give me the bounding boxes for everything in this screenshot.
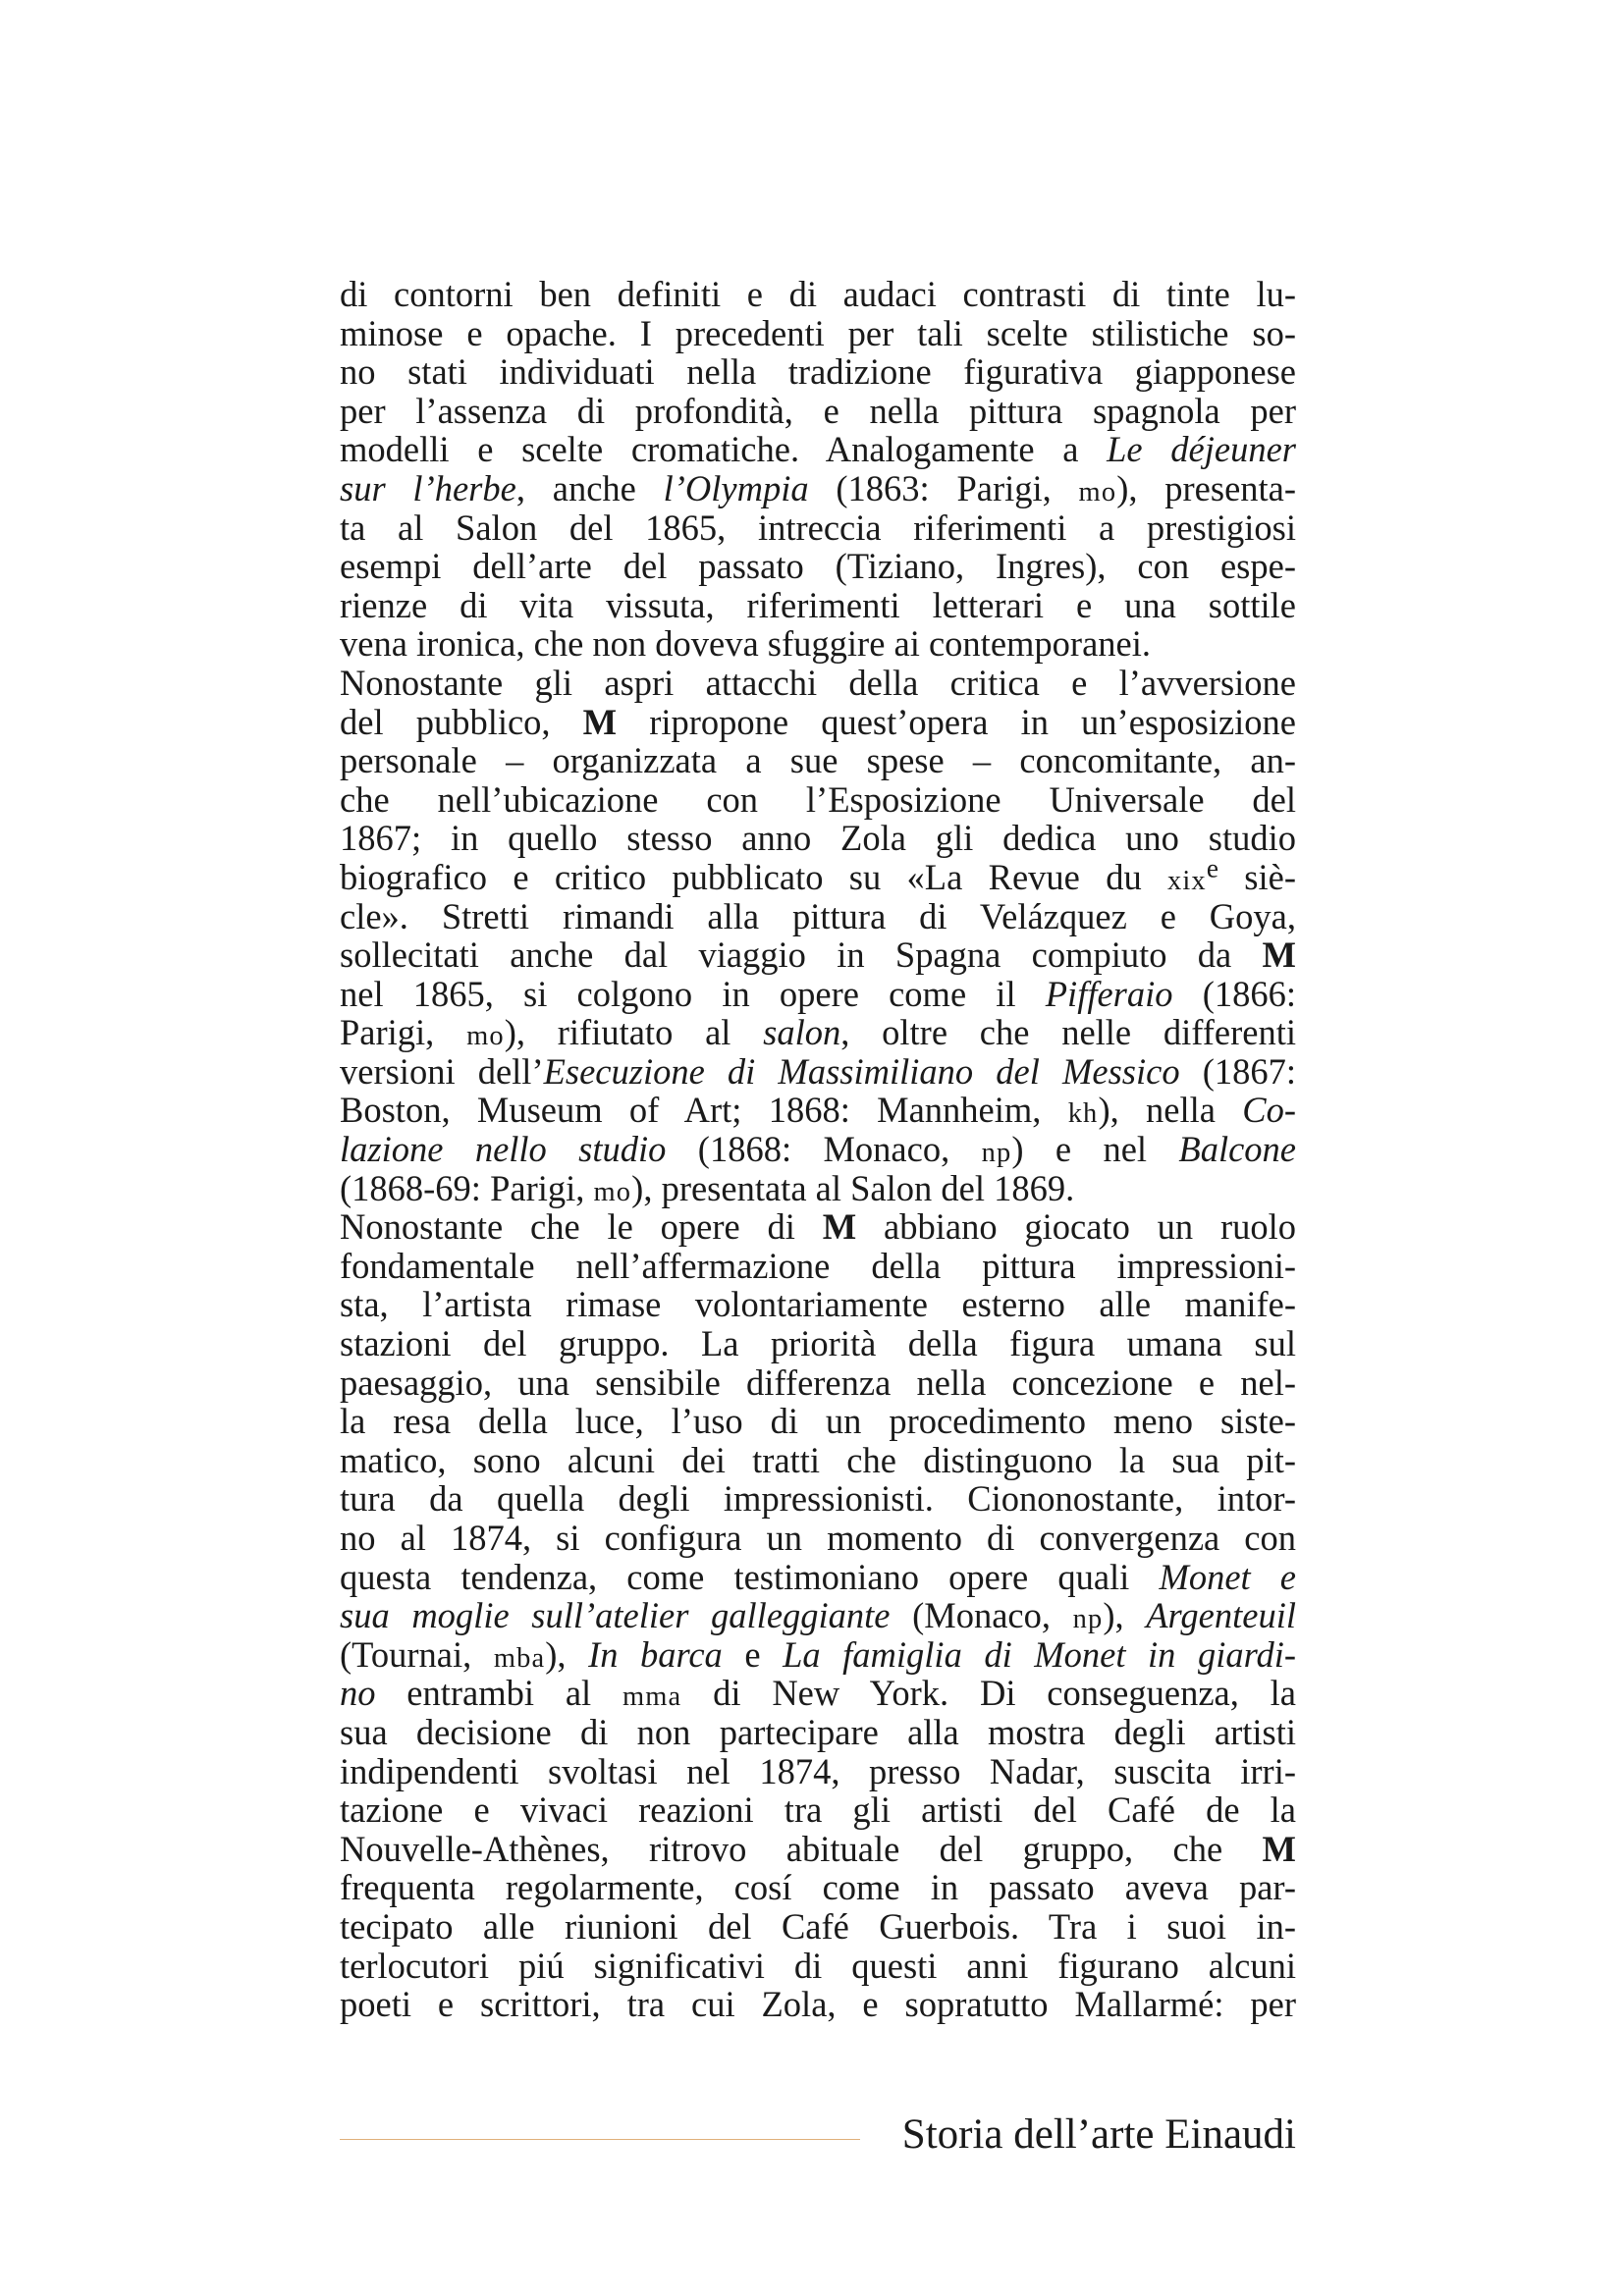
text-run: esempi dell’arte del passato (Tiziano, Ingres), con espe- — [340, 546, 1296, 587]
text-line — [340, 1868, 1296, 1907]
text-run: stazioni del gruppo. La priorità della figura umana sul — [340, 1323, 1296, 1364]
text-run: sua decisione di non partecipare alla mostra degli artisti — [340, 1711, 1296, 1752]
text-run: personale – organizzata a sue spese – concomitante, an- — [340, 740, 1296, 781]
text-run: Co- — [1242, 1090, 1296, 1131]
text-run: (1863: Parigi, — [808, 467, 1079, 508]
text-run: np — [1072, 1604, 1104, 1635]
text-run: sta, l’artista rimase volontariamente esterno alle manife- — [340, 1284, 1296, 1325]
text-run: terlocutori piú significativi di questi anni figurano alcuni — [340, 1945, 1296, 1986]
text-line — [340, 1947, 1296, 1986]
text-run: salon — [763, 1012, 841, 1053]
text-run: Esecuzione di Massimiliano del Messico — [543, 1050, 1180, 1092]
text-run: Nonostante che le opere di — [340, 1206, 823, 1248]
text-run: tecipato alle riunioni del Café Guerbois. Tra i suoi in- — [340, 1905, 1296, 1947]
text-run: , anche — [515, 467, 664, 508]
text-line — [340, 1207, 1296, 1247]
text-run: Nouvelle-Athènes, ritrovo abituale del gruppo, che — [340, 1828, 1263, 1869]
text-run: no al 1874, si configura un momento di convergenza con — [340, 1518, 1296, 1558]
text-line — [340, 1013, 1296, 1052]
text-line — [340, 1635, 1296, 1675]
text-run: sollecitati anche dal viaggio in Spagna compiuto da — [340, 934, 1263, 976]
text-run: indipendenti svoltasi nel 1874, presso Nadar, suscita irri- — [340, 1750, 1296, 1791]
text-line — [340, 1363, 1296, 1403]
text-run: (1868-69: Parigi, — [340, 1167, 594, 1208]
footer-title: Storia dell’arte Einaudi — [901, 2111, 1296, 2158]
text-run: Boston, Museum of Art; 1868: Mannheim, — [340, 1090, 1068, 1131]
text-run: tura da quella degli impressionisti. Ciononostante, intor- — [340, 1478, 1296, 1520]
text-run: mma — [622, 1682, 682, 1713]
text-line — [340, 1091, 1296, 1130]
text-run: M — [1262, 934, 1296, 976]
text-line — [340, 741, 1296, 780]
text-run: ) e nel — [1011, 1129, 1179, 1170]
text-run: nel 1865, si colgono in opere come il — [340, 973, 1046, 1014]
text-line — [340, 1247, 1296, 1286]
text-run: M — [582, 701, 618, 742]
text-line — [340, 1558, 1296, 1597]
text-line — [340, 430, 1296, 469]
text-run: (1867: — [1179, 1050, 1296, 1092]
text-run: l’Olympia — [663, 467, 809, 508]
text-run: per l’assenza di profondità, e nella pittura spagnola per — [340, 390, 1296, 431]
text-line — [340, 1830, 1296, 1869]
text-run: Pifferaio — [1045, 973, 1173, 1014]
body-text — [340, 275, 1296, 2024]
text-run: abbiano giocato un ruolo — [856, 1206, 1296, 1248]
text-run: del pubblico, — [340, 701, 583, 742]
text-run: versioni dell’ — [340, 1050, 544, 1092]
text-run: tazione e vivaci reazioni tra gli artisti del Café de la — [340, 1789, 1296, 1831]
text-run: M — [1262, 1828, 1296, 1869]
text-run: che nell’ubicazione con l’Esposizione Universale del — [340, 778, 1296, 820]
text-run: mba — [493, 1642, 546, 1674]
text-run: entrambi al — [375, 1673, 622, 1714]
text-run: mo — [593, 1176, 632, 1207]
text-run: mo — [466, 1021, 505, 1052]
text-run: matico, sono alcuni dei tratti che distinguono la sua pit- — [340, 1439, 1296, 1480]
text-run: paesaggio, una sensibile differenza nella concezione e nel- — [340, 1362, 1296, 1403]
text-run: cle». Stretti rimandi alla pittura di Velázquez e Goya, — [340, 895, 1296, 936]
text-line — [340, 275, 1296, 314]
text-run: ), presentata al Salon del 1869. — [631, 1167, 1075, 1208]
text-run: biografico e critico pubblicato su «La Revue du — [340, 856, 1168, 897]
text-line — [340, 352, 1296, 392]
text-run: rienze di vita vissuta, riferimenti letterari e una sottile — [340, 584, 1296, 625]
text-run: lazione nello studio — [340, 1129, 667, 1170]
text-line — [340, 469, 1296, 508]
text-run: ), nella — [1098, 1090, 1243, 1131]
text-line — [340, 1441, 1296, 1480]
text-run: poeti e scrittori, tra cui Zola, e sopratutto Mallarmé: per — [340, 1984, 1296, 2025]
text-run: no stati individuati nella tradizione figurativa giapponese — [340, 351, 1296, 393]
text-run: ), — [545, 1633, 589, 1675]
text-line — [340, 975, 1296, 1014]
text-line — [340, 1285, 1296, 1324]
text-run: sur l’herbe — [340, 467, 516, 508]
text-line — [340, 508, 1296, 548]
text-run: ), — [1103, 1595, 1147, 1636]
text-run: fondamentale nell’affermazione della pittura impressioni- — [340, 1245, 1296, 1286]
text-run: vena ironica, che non doveva sfuggire ai contemporanei. — [340, 623, 1151, 665]
text-line — [340, 314, 1296, 353]
text-line — [340, 624, 1296, 664]
text-run: (Monaco, — [890, 1595, 1073, 1636]
text-run: la resa della luce, l’uso di un procedimento meno siste- — [340, 1401, 1296, 1442]
text-line — [340, 1790, 1296, 1830]
text-run: questa tendenza, come testimoniano opere quali — [340, 1556, 1160, 1597]
text-run: , oltre che nelle differenti — [840, 1012, 1296, 1053]
text-line — [340, 1324, 1296, 1363]
text-line — [340, 703, 1296, 742]
text-line — [340, 1596, 1296, 1635]
text-run: Parigi, — [340, 1012, 467, 1053]
text-run: modelli e scelte cromatiche. Analogamente a — [340, 429, 1108, 470]
text-run: (1866: — [1172, 973, 1296, 1014]
text-line — [340, 1130, 1296, 1169]
text-line — [340, 1402, 1296, 1441]
text-run: Argenteuil — [1146, 1595, 1296, 1636]
text-run: Monet e — [1159, 1556, 1297, 1597]
text-run: Balcone — [1178, 1129, 1297, 1170]
text-run: sua moglie sull’atelier galleggiante — [340, 1595, 891, 1636]
text-run: (1868: Monaco, — [666, 1129, 982, 1170]
text-run: Le déjeuner — [1107, 429, 1296, 470]
text-line — [340, 1169, 1296, 1208]
text-run: di New York. Di conseguenza, la — [681, 1673, 1296, 1714]
footer-rule — [340, 2139, 860, 2140]
text-run: ripropone quest’opera in un’esposizione — [617, 701, 1296, 742]
text-run: M — [822, 1206, 857, 1248]
text-run: 1867; in quello stesso anno Zola gli dedica uno studio — [340, 818, 1296, 859]
text-run: Nonostante gli aspri attacchi della critica e l’avversione — [340, 662, 1296, 703]
text-run: di contorni ben definiti e di audaci contrasti di tinte lu- — [340, 274, 1296, 314]
text-line — [340, 853, 1296, 897]
text-line — [340, 1713, 1296, 1752]
text-line — [340, 935, 1296, 975]
text-run: (Tournai, — [340, 1633, 494, 1675]
text-run: xix — [1167, 865, 1207, 896]
text-line — [340, 1985, 1296, 2024]
text-line — [340, 392, 1296, 431]
text-line — [340, 1907, 1296, 1947]
text-run: La famiglia di Monet in giardi- — [783, 1633, 1296, 1675]
text-line — [340, 780, 1296, 820]
text-run: frequenta regolarmente, cosí come in passato aveva par- — [340, 1867, 1296, 1908]
text-line — [340, 1052, 1296, 1092]
text-line — [340, 547, 1296, 586]
text-run: mo — [1078, 476, 1117, 507]
text-line — [340, 1674, 1296, 1713]
text-run: kh — [1067, 1098, 1099, 1130]
text-line — [340, 1479, 1296, 1519]
text-line — [340, 1519, 1296, 1558]
text-run: e — [722, 1633, 784, 1675]
text-line — [340, 664, 1296, 703]
text-line — [340, 1752, 1296, 1791]
text-line — [340, 897, 1296, 936]
text-run: no — [340, 1673, 376, 1714]
text-run: e — [1206, 853, 1218, 883]
text-line — [340, 586, 1296, 625]
text-run: np — [981, 1138, 1012, 1169]
text-run: In barca — [588, 1633, 723, 1675]
text-run: ), rifiutato al — [504, 1012, 764, 1053]
text-run: ), presenta- — [1116, 467, 1297, 508]
text-run: ta al Salon del 1865, intreccia riferimenti a prestigiosi — [340, 507, 1296, 548]
text-run: minose e opache. I precedenti per tali scelte stilistiche so- — [340, 312, 1296, 353]
text-line — [340, 819, 1296, 858]
text-run: siè- — [1217, 856, 1296, 897]
